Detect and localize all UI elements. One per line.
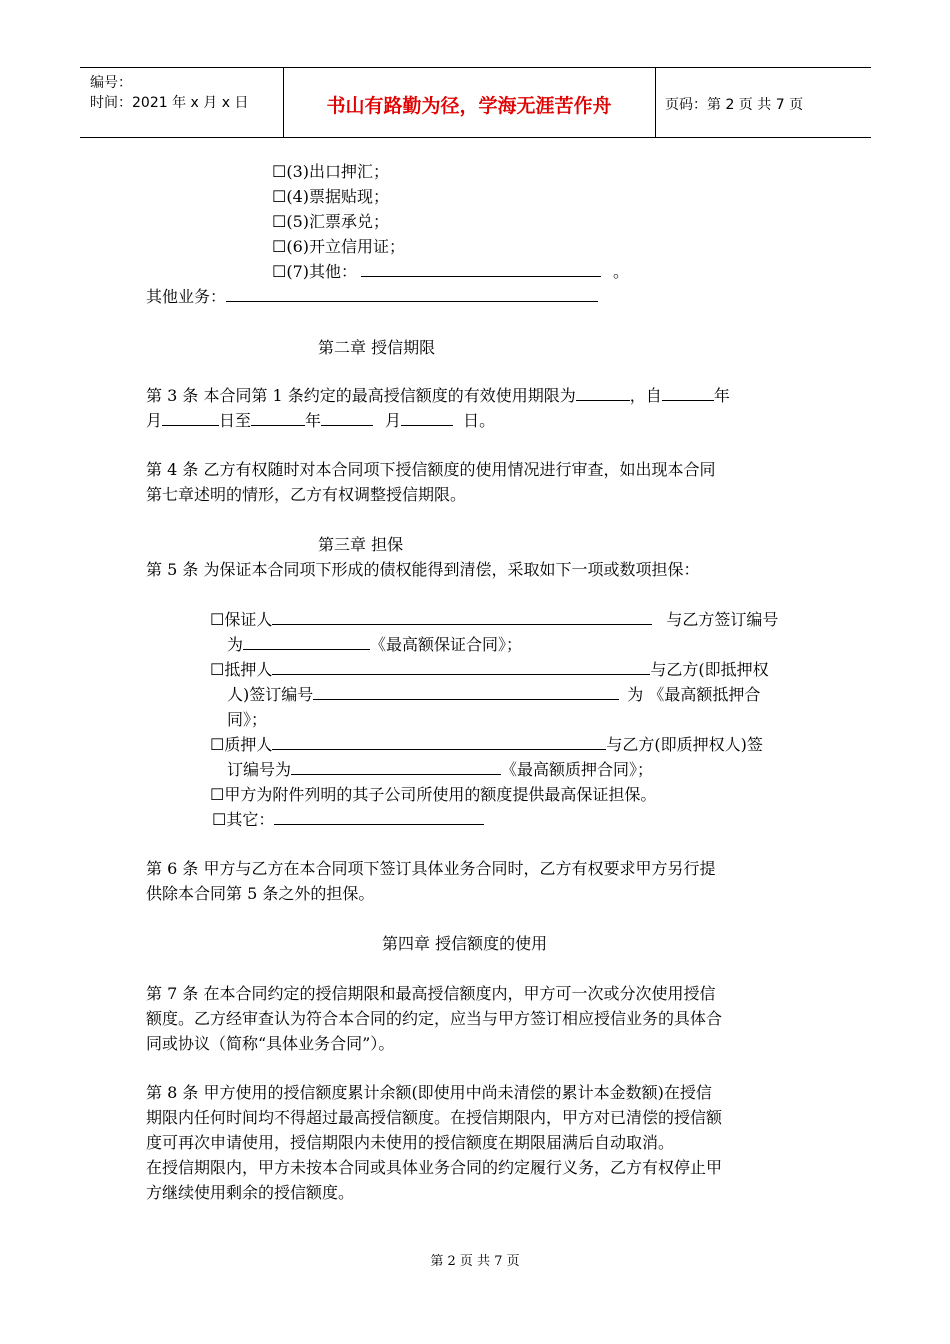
article-7-line-3: 同或协议（简称“具体业务合同”）。 xyxy=(146,1034,395,1053)
article-6-line-1: 第 6 条 甲方与乙方在本合同项下签订具体业务合同时，乙方有权要求甲方另行提 xyxy=(146,859,716,878)
document-number: 编号： xyxy=(90,75,132,91)
header-motto-cell xyxy=(283,68,656,137)
text: 与乙方(即质押权人)签 xyxy=(606,735,763,754)
list-item: ☐(4)票据贴现； xyxy=(272,187,390,206)
blank-line xyxy=(162,411,219,426)
text: 与乙方签订编号 xyxy=(666,610,779,629)
blank-line xyxy=(361,262,601,277)
article-8-line-2: 期限内任何时间均不得超过最高授信额度。在授信期限内，甲方对已清偿的授信额 xyxy=(146,1108,723,1127)
guarantee-1-line-1 xyxy=(210,610,778,630)
guarantee-4: ☐甲方为附件列明的其子公司所使用的额度提供最高保证担保。 xyxy=(210,785,657,804)
article-4-line-2: 第七章述明的情形，乙方有权调整授信期限。 xyxy=(146,485,467,504)
blank-line xyxy=(662,386,714,401)
text: 《最高额保证合同》； xyxy=(370,635,523,654)
blank-line xyxy=(272,735,606,750)
list-item-end: 。 xyxy=(613,262,630,281)
other-business xyxy=(146,287,598,307)
blank-line xyxy=(401,411,453,426)
text: 月 xyxy=(385,411,402,430)
blank-line xyxy=(321,411,373,426)
text: 人)签订编号 xyxy=(227,685,314,704)
text: ☐其它： xyxy=(212,810,275,829)
guarantee-3-line-1 xyxy=(210,735,763,755)
text: 订编号为 xyxy=(227,760,292,779)
list-item xyxy=(272,262,629,282)
blank-line xyxy=(243,635,370,650)
article-8-line-3: 度可再次申请使用，授信期限内未使用的授信额度在期限届满后自动取消。 xyxy=(146,1133,675,1152)
blank-line xyxy=(226,287,598,302)
list-item: ☐(5)汇票承兑； xyxy=(272,212,390,231)
document-date: 时间：2021 年 x 月 x 日 xyxy=(90,95,249,111)
text: 月 xyxy=(146,411,163,430)
page-footer: 第 2 页 共 7 页 xyxy=(430,1254,520,1269)
article-7-line-2: 额度。乙方经审查认为符合本合同的约定，应当与甲方签订相应授信业务的具体合 xyxy=(146,1009,723,1028)
list-item-label: ☐(7)其他： xyxy=(272,262,358,281)
guarantee-2-line-2 xyxy=(227,685,760,705)
text: 日。 xyxy=(463,411,496,430)
article-8-line-4: 在授信期限内，甲方未按本合同或具体业务合同的约定履行义务，乙方有权停止甲 xyxy=(146,1158,723,1177)
guarantee-5 xyxy=(212,810,484,830)
header-info-cell xyxy=(80,68,284,137)
text: 《最高额质押合同》； xyxy=(501,760,654,779)
article-6-line-2: 供除本合同第 5 条之外的担保。 xyxy=(146,884,375,903)
guarantee-3-line-2 xyxy=(227,760,653,780)
text: ☐抵押人 xyxy=(210,660,273,679)
article-3-line-2 xyxy=(146,411,495,431)
blank-line xyxy=(251,411,305,426)
blank-line xyxy=(291,760,501,775)
blank-line xyxy=(576,386,630,401)
text: 与乙方(即抵押权 xyxy=(650,660,769,679)
chapter-title: 第三章 担保 xyxy=(318,535,404,554)
guarantee-2-line-1 xyxy=(210,660,769,680)
other-business-label: 其他业务： xyxy=(146,287,227,306)
text: ☐质押人 xyxy=(210,735,273,754)
list-item: ☐(6)开立信用证； xyxy=(272,237,406,256)
chapter-title: 第二章 授信期限 xyxy=(318,338,436,357)
header-page-cell xyxy=(655,68,871,137)
page-header xyxy=(80,67,871,138)
text: ☐保证人 xyxy=(210,610,273,629)
chapter-title: 第四章 授信额度的使用 xyxy=(382,934,548,953)
article-8-line-1: 第 8 条 甲方使用的授信额度累计余额(即使用中尚未清偿的累计本金数额)在授信 xyxy=(146,1083,712,1102)
guarantee-1-line-2 xyxy=(227,635,522,655)
list-item: ☐(3)出口押汇； xyxy=(272,162,390,181)
blank-line xyxy=(272,610,652,625)
blank-line xyxy=(272,660,650,675)
page-number: 页码：第 2 页 共 7 页 xyxy=(665,97,804,113)
article-8-line-5: 方继续使用剩余的授信额度。 xyxy=(146,1183,355,1202)
blank-line xyxy=(313,685,619,700)
text: 年 xyxy=(713,386,730,405)
text: 年 xyxy=(305,411,322,430)
text: 为 xyxy=(227,635,244,654)
text: 为 《最高额抵押合 xyxy=(627,685,761,704)
text: ，自 xyxy=(629,386,662,405)
text: 第 3 条 本合同第 1 条约定的最高授信额度的有效使用期限为 xyxy=(146,386,576,405)
motto: 书山有路勤为径，学海无涯苦作舟 xyxy=(326,95,612,117)
article-7-line-1: 第 7 条 在本合同约定的授信期限和最高授信额度内，甲方可一次或分次使用授信 xyxy=(146,984,716,1003)
text: 日至 xyxy=(219,411,252,430)
article-4-line-1: 第 4 条 乙方有权随时对本合同项下授信额度的使用情况进行审查，如出现本合同 xyxy=(146,460,716,479)
article-3-line-1 xyxy=(146,386,730,406)
guarantee-2-line-3: 同》； xyxy=(227,710,268,729)
article-5: 第 5 条 为保证本合同项下形成的债权能得到清偿，采取如下一项或数项担保： xyxy=(146,560,700,579)
blank-line xyxy=(274,810,484,825)
